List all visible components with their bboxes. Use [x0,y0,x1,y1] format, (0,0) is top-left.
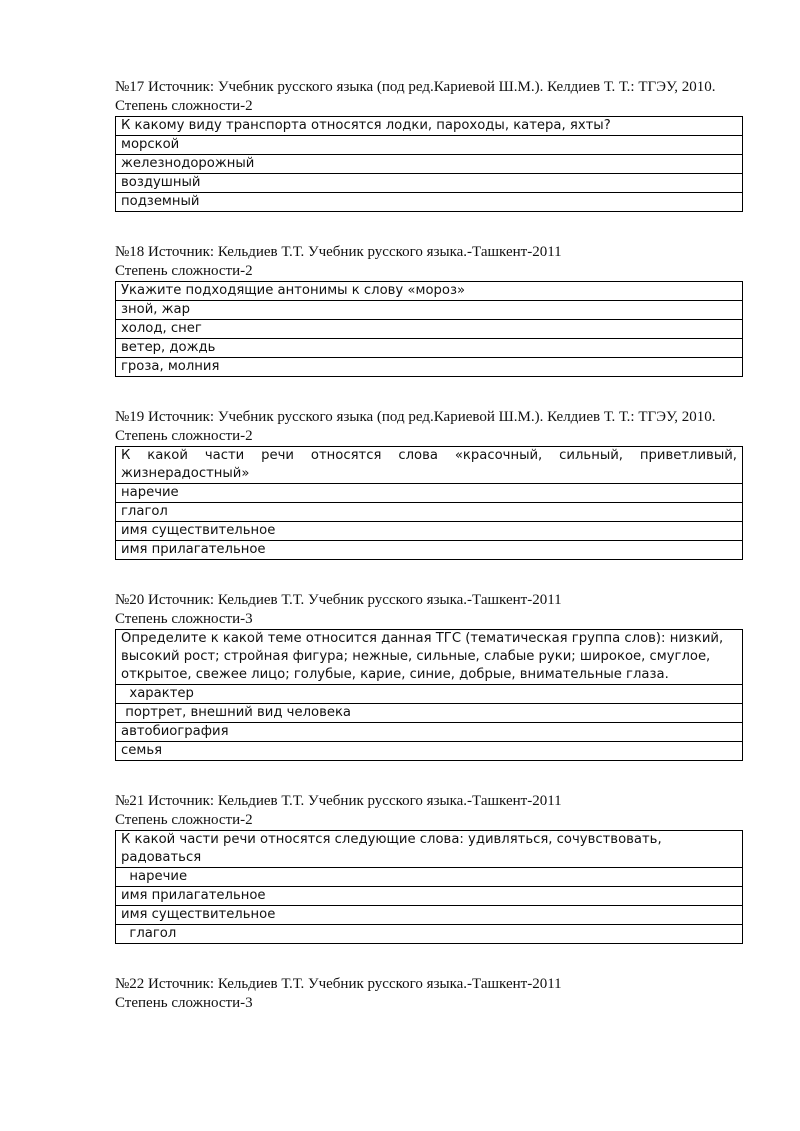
question-table [115,830,743,944]
answer-option: гроза, молния [116,358,743,377]
answer-option: автобиография [116,723,743,742]
answer-option: подземный [116,193,743,212]
answer-option: воздушный [116,174,743,193]
question-table [115,629,743,761]
difficulty-level: Степень сложности-2 [115,428,253,444]
answer-option: ветер, дождь [116,339,743,358]
question-table [115,446,743,560]
question-text: К какому виду транспорта относятся лодки, пароходы, катера, яхты? [116,117,743,136]
answer-option: семья [116,742,743,761]
question-block-20 [115,591,743,761]
question-source: №21 Источник: Кельдиев Т.Т. Учебник русского языка.-Ташкент-2011 [115,793,562,809]
question-text: Определите к какой теме относится данная ТГС (тематическая группа слов): низкий, высокий рост; стройная фигура; нежные, сильные, слабые руки; широкое, смуглое, открытое, свежее лицо; голубые, карие, синие, добрые, внимательные глаза. [116,630,743,685]
difficulty-level: Степень сложности-2 [115,98,253,114]
document-page [115,78,743,1044]
difficulty-level: Степень сложности-2 [115,263,253,279]
answer-option: глагол [116,925,743,944]
question-block-17 [115,78,743,212]
answer-option: холод, снег [116,320,743,339]
answer-option: портрет, внешний вид человека [116,704,743,723]
question-table [115,281,743,377]
question-block-21 [115,792,743,944]
question-text: К какой части речи относятся слова «красочный, сильный, приветливый, жизнерадостный» [116,447,743,484]
answer-option: имя существительное [116,906,743,925]
question-table [115,116,743,212]
answer-option: глагол [116,503,743,522]
answer-option: зной, жар [116,301,743,320]
question-text: Укажите подходящие антонимы к слову «мороз» [116,282,743,301]
answer-option: железнодорожный [116,155,743,174]
difficulty-level: Степень сложности-3 [115,995,253,1011]
answer-option: наречие [116,484,743,503]
answer-option: имя прилагательное [116,887,743,906]
answer-option: имя прилагательное [116,541,743,560]
question-source: №20 Источник: Кельдиев Т.Т. Учебник русского языка.-Ташкент-2011 [115,592,562,608]
question-source: №18 Источник: Кельдиев Т.Т. Учебник русского языка.-Ташкент-2011 [115,244,562,260]
question-source: №22 Источник: Кельдиев Т.Т. Учебник русского языка.-Ташкент-2011 [115,976,562,992]
question-source: №17 Источник: Учебник русского языка (под ред.Кариевой Ш.М.). Келдиев Т. Т.: ТГЭУ, 2010. [115,79,716,95]
difficulty-level: Степень сложности-2 [115,812,253,828]
answer-option: морской [116,136,743,155]
difficulty-level: Степень сложности-3 [115,611,253,627]
question-block-22 [115,975,743,1013]
answer-option: наречие [116,868,743,887]
answer-option: характер [116,685,743,704]
answer-option: имя существительное [116,522,743,541]
question-block-18 [115,243,743,377]
question-block-19 [115,408,743,560]
question-source: №19 Источник: Учебник русского языка (под ред.Кариевой Ш.М.). Келдиев Т. Т.: ТГЭУ, 2010. [115,409,716,425]
question-text: К какой части речи относятся следующие слова: удивляться, сочувствовать, радоваться [116,831,743,868]
